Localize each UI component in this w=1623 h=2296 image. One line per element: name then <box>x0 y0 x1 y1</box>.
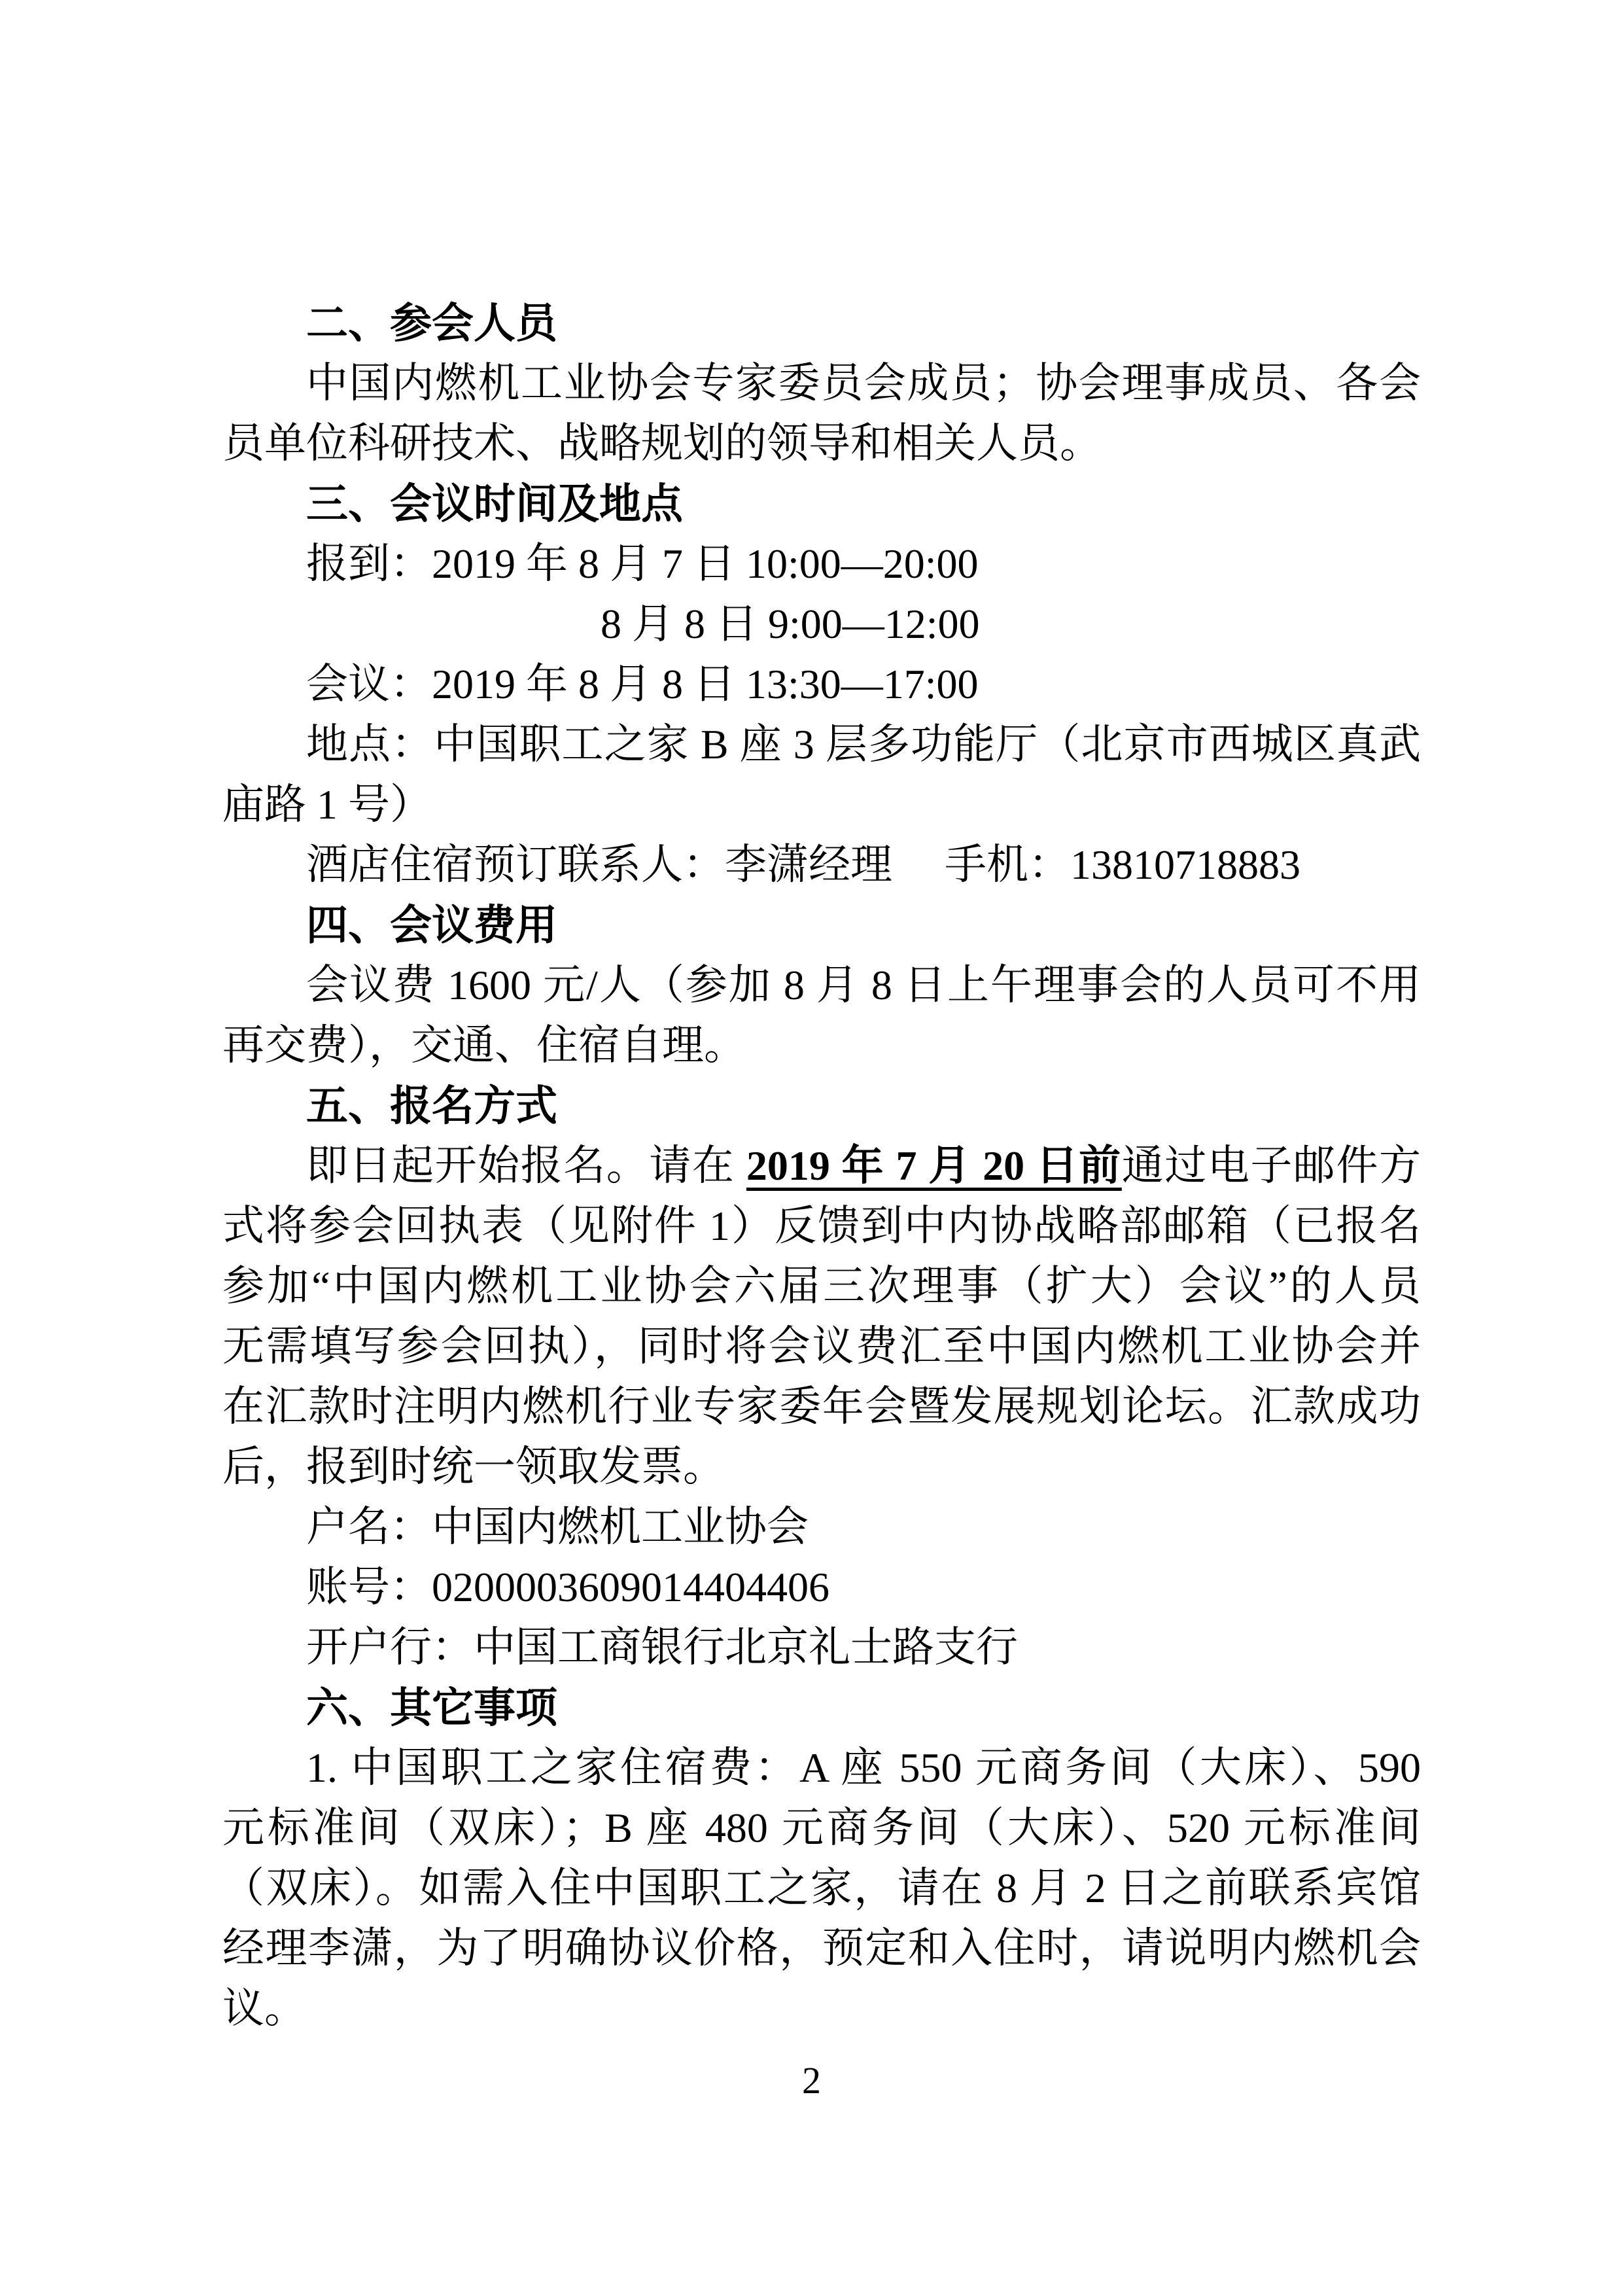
heading-3-time-location: 三、会议时间及地点 <box>306 480 683 527</box>
paragraph-line: 中国内燃机工业协会专家委员会成员；协会理事成员、各会 <box>306 360 1421 406</box>
paragraph-line: 参加“中国内燃机工业协会六届三次理事（扩大）会议”的人员 <box>222 1263 1421 1309</box>
paragraph-line: 式将参会回执表（见附件 1）反馈到中内协战略部邮箱（已报名 <box>222 1203 1421 1249</box>
document-body <box>222 293 1421 2039</box>
bank-line: 开户行：中国工商银行北京礼士路支行 <box>306 1624 1018 1670</box>
fee-line: 会议费 1600 元/人（参加 8 月 8 日上午理事会的人员可不用 <box>306 962 1421 1008</box>
meeting-time-line: 会议：2019 年 8 月 8 日 13:30—17:00 <box>306 661 979 707</box>
paragraph-line: 后，报到时统一领取发票。 <box>222 1443 725 1490</box>
hotel-booking-line-2: 经理李潇，为了明确协议价格，预定和入住时，请说明内燃机会 <box>222 1925 1421 1971</box>
hotel-contact-line: 酒店住宿预订联系人：李潇经理 手机：13810718883 <box>306 841 1300 888</box>
paragraph-line: 无需填写参会回执），同时将会议费汇至中国内燃机工业协会并 <box>222 1323 1421 1369</box>
deadline-emphasis-text: 2019 年 7 月 20 日前 <box>746 1142 1122 1189</box>
checkin-time-line-2: 8 月 8 日 9:00—12:00 <box>601 601 980 647</box>
page-number: 2 <box>802 2059 821 2102</box>
location-line: 地点：中国职工之家 B 座 3 层多功能厅（北京市西城区真武 <box>306 721 1421 768</box>
heading-2-participants: 二、参会人员 <box>306 300 557 347</box>
location-line-2: 庙路 1 号） <box>222 781 432 828</box>
account-number-line: 账号：0200003609014404406 <box>306 1564 829 1610</box>
registration-deadline-line <box>222 1136 1421 1196</box>
account-name-line: 户名：中国内燃机工业协会 <box>306 1504 809 1550</box>
heading-6-other: 六、其它事项 <box>306 1684 557 1731</box>
paragraph-line: 员单位科研技术、战略规划的领导和相关人员。 <box>222 420 1102 467</box>
paragraph-line: 在汇款时注明内燃机行业专家委年会暨发展规划论坛。汇款成功 <box>222 1383 1421 1430</box>
hotel-price-line: 1. 中国职工之家住宿费：A 座 550 元商务间（大床）、590 <box>306 1744 1421 1791</box>
heading-5-registration: 五、报名方式 <box>306 1082 557 1129</box>
hotel-price-line-2: 元标准间（双床）；B 座 480 元商务间（大床）、520 元标准间 <box>222 1805 1421 1851</box>
checkin-time-line: 报到：2019 年 8 月 7 日 10:00—20:00 <box>306 540 979 587</box>
heading-4-fees: 四、会议费用 <box>306 902 557 949</box>
hotel-booking-line: （双床）。如需入住中国职工之家，请在 8 月 2 日之前联系宾馆 <box>222 1865 1421 1911</box>
deadline-suffix-text: 通过电子邮件方 <box>1121 1142 1422 1189</box>
paragraph-end-line: 议。 <box>222 1985 306 2032</box>
fee-line-2: 再交费），交通、住宿自理。 <box>222 1022 746 1069</box>
deadline-prefix-text: 即日起开始报名。请在 <box>306 1142 746 1189</box>
